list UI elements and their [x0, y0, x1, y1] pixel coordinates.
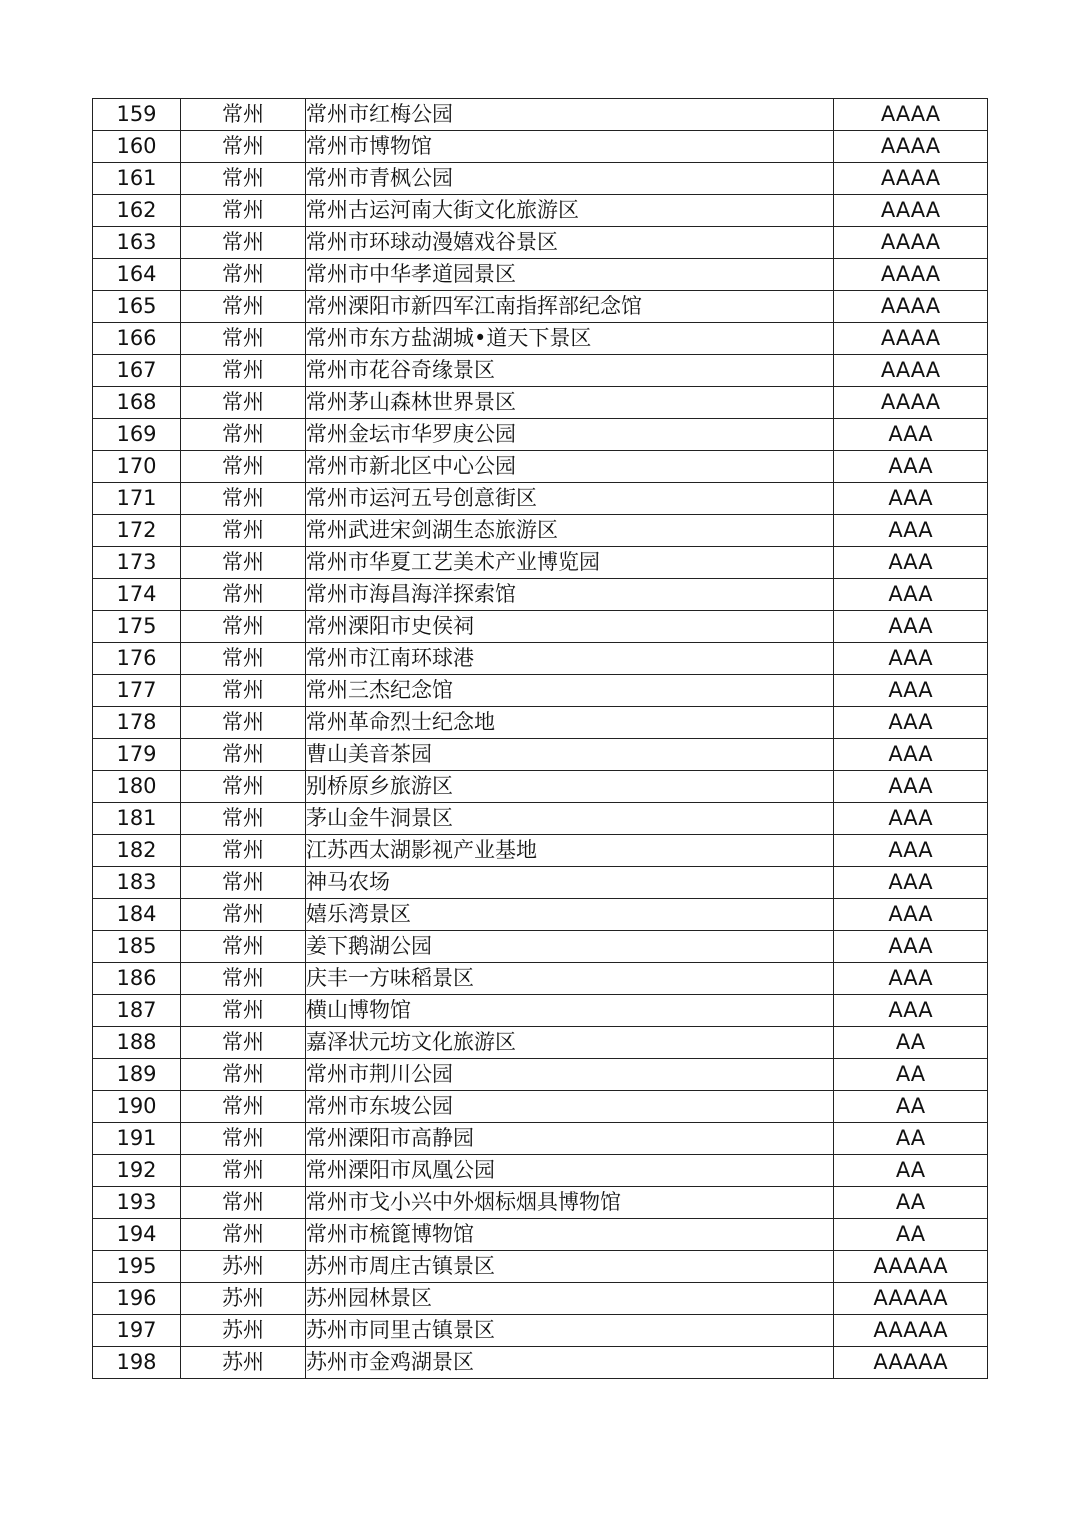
- table-row: [93, 1155, 988, 1187]
- grade-cell: AAA: [834, 899, 988, 931]
- table-row: [93, 1219, 988, 1251]
- row-number-cell: 198: [93, 1347, 181, 1379]
- grade-cell: AAA: [834, 963, 988, 995]
- city-cell: 常州: [181, 963, 306, 995]
- grade-cell: AAA: [834, 803, 988, 835]
- scenic-name-cell: 江苏西太湖影视产业基地: [306, 835, 834, 867]
- scenic-name-cell: 苏州市同里古镇景区: [306, 1315, 834, 1347]
- city-cell: 常州: [181, 323, 306, 355]
- city-cell: 常州: [181, 387, 306, 419]
- city-cell: 常州: [181, 483, 306, 515]
- row-number-cell: 161: [93, 163, 181, 195]
- table-row: [93, 163, 988, 195]
- scenic-name-cell: 姜下鹅湖公园: [306, 931, 834, 963]
- city-cell: 常州: [181, 259, 306, 291]
- scenic-name-cell: 常州市中华孝道园景区: [306, 259, 834, 291]
- row-number-cell: 167: [93, 355, 181, 387]
- city-cell: 常州: [181, 1059, 306, 1091]
- city-cell: 常州: [181, 163, 306, 195]
- scenic-name-cell: 常州市荆川公园: [306, 1059, 834, 1091]
- table-row: [93, 739, 988, 771]
- city-cell: 常州: [181, 803, 306, 835]
- grade-cell: AAA: [834, 547, 988, 579]
- scenic-name-cell: 常州溧阳市高静园: [306, 1123, 834, 1155]
- grade-cell: AAAA: [834, 323, 988, 355]
- row-number-cell: 168: [93, 387, 181, 419]
- row-number-cell: 162: [93, 195, 181, 227]
- scenic-name-cell: 常州市江南环球港: [306, 643, 834, 675]
- scenic-name-cell: 常州溧阳市史侯祠: [306, 611, 834, 643]
- grade-cell: AA: [834, 1059, 988, 1091]
- scenic-name-cell: 别桥原乡旅游区: [306, 771, 834, 803]
- grade-cell: AAA: [834, 579, 988, 611]
- table-row: [93, 1027, 988, 1059]
- table-row: [93, 387, 988, 419]
- row-number-cell: 194: [93, 1219, 181, 1251]
- city-cell: 苏州: [181, 1347, 306, 1379]
- row-number-cell: 170: [93, 451, 181, 483]
- table-row: [93, 1315, 988, 1347]
- row-number-cell: 181: [93, 803, 181, 835]
- table-row: [93, 259, 988, 291]
- grade-cell: AA: [834, 1091, 988, 1123]
- scenic-name-cell: 常州市花谷奇缘景区: [306, 355, 834, 387]
- city-cell: 常州: [181, 675, 306, 707]
- city-cell: 常州: [181, 547, 306, 579]
- grade-cell: AAAA: [834, 291, 988, 323]
- grade-cell: AA: [834, 1155, 988, 1187]
- city-cell: 常州: [181, 707, 306, 739]
- grade-cell: AAA: [834, 995, 988, 1027]
- scenic-name-cell: 常州武进宋剑湖生态旅游区: [306, 515, 834, 547]
- grade-cell: AA: [834, 1123, 988, 1155]
- city-cell: 常州: [181, 195, 306, 227]
- table-row: [93, 99, 988, 131]
- table-row: [93, 1283, 988, 1315]
- grade-cell: AAAAA: [834, 1347, 988, 1379]
- city-cell: 常州: [181, 451, 306, 483]
- table-row: [93, 995, 988, 1027]
- grade-cell: AAA: [834, 835, 988, 867]
- city-cell: 常州: [181, 291, 306, 323]
- scenic-name-cell: 嬉乐湾景区: [306, 899, 834, 931]
- scenic-name-cell: 常州市东方盐湖城•道天下景区: [306, 323, 834, 355]
- city-cell: 常州: [181, 1091, 306, 1123]
- grade-cell: AAA: [834, 611, 988, 643]
- table-row: [93, 899, 988, 931]
- city-cell: 常州: [181, 899, 306, 931]
- row-number-cell: 169: [93, 419, 181, 451]
- grade-cell: AAA: [834, 931, 988, 963]
- grade-cell: AAA: [834, 771, 988, 803]
- scenic-name-cell: 常州革命烈士纪念地: [306, 707, 834, 739]
- scenic-name-cell: 苏州园林景区: [306, 1283, 834, 1315]
- scenic-name-cell: 常州市海昌海洋探索馆: [306, 579, 834, 611]
- row-number-cell: 179: [93, 739, 181, 771]
- scenic-name-cell: 常州市新北区中心公园: [306, 451, 834, 483]
- grade-cell: AAAAA: [834, 1251, 988, 1283]
- scenic-name-cell: 常州市东坡公园: [306, 1091, 834, 1123]
- grade-cell: AAA: [834, 739, 988, 771]
- row-number-cell: 196: [93, 1283, 181, 1315]
- table-row: [93, 1251, 988, 1283]
- city-cell: 常州: [181, 867, 306, 899]
- row-number-cell: 163: [93, 227, 181, 259]
- city-cell: 常州: [181, 771, 306, 803]
- table-row: [93, 323, 988, 355]
- table-row: [93, 547, 988, 579]
- row-number-cell: 188: [93, 1027, 181, 1059]
- scenic-name-cell: 常州金坛市华罗庚公园: [306, 419, 834, 451]
- scenic-name-cell: 常州溧阳市凤凰公园: [306, 1155, 834, 1187]
- row-number-cell: 173: [93, 547, 181, 579]
- grade-cell: AAA: [834, 515, 988, 547]
- scenic-name-cell: 嘉泽状元坊文化旅游区: [306, 1027, 834, 1059]
- city-cell: 常州: [181, 355, 306, 387]
- city-cell: 常州: [181, 1187, 306, 1219]
- table-row: [93, 1091, 988, 1123]
- table-row: [93, 1187, 988, 1219]
- grade-cell: AAA: [834, 867, 988, 899]
- row-number-cell: 180: [93, 771, 181, 803]
- table-row: [93, 803, 988, 835]
- row-number-cell: 164: [93, 259, 181, 291]
- table-row: [93, 675, 988, 707]
- grade-cell: AAAA: [834, 259, 988, 291]
- city-cell: 常州: [181, 739, 306, 771]
- row-number-cell: 172: [93, 515, 181, 547]
- city-cell: 常州: [181, 579, 306, 611]
- grade-cell: AAAAA: [834, 1315, 988, 1347]
- row-number-cell: 174: [93, 579, 181, 611]
- grade-cell: AA: [834, 1219, 988, 1251]
- table-row: [93, 963, 988, 995]
- city-cell: 常州: [181, 227, 306, 259]
- grade-cell: AAA: [834, 675, 988, 707]
- row-number-cell: 166: [93, 323, 181, 355]
- row-number-cell: 187: [93, 995, 181, 1027]
- row-number-cell: 160: [93, 131, 181, 163]
- table-row: [93, 515, 988, 547]
- table-row: [93, 227, 988, 259]
- table-row: [93, 1123, 988, 1155]
- grade-cell: AAA: [834, 707, 988, 739]
- row-number-cell: 177: [93, 675, 181, 707]
- city-cell: 常州: [181, 99, 306, 131]
- row-number-cell: 191: [93, 1123, 181, 1155]
- table-row: [93, 483, 988, 515]
- scenic-name-cell: 茅山金牛洞景区: [306, 803, 834, 835]
- scenic-name-cell: 常州市戈小兴中外烟标烟具博物馆: [306, 1187, 834, 1219]
- row-number-cell: 189: [93, 1059, 181, 1091]
- scenic-name-cell: 庆丰一方味稻景区: [306, 963, 834, 995]
- table-row: [93, 611, 988, 643]
- grade-cell: AAAA: [834, 227, 988, 259]
- city-cell: 苏州: [181, 1315, 306, 1347]
- row-number-cell: 185: [93, 931, 181, 963]
- city-cell: 常州: [181, 643, 306, 675]
- row-number-cell: 182: [93, 835, 181, 867]
- scenic-name-cell: 常州市红梅公园: [306, 99, 834, 131]
- row-number-cell: 195: [93, 1251, 181, 1283]
- row-number-cell: 178: [93, 707, 181, 739]
- grade-cell: AA: [834, 1187, 988, 1219]
- scenic-name-cell: 常州市运河五号创意街区: [306, 483, 834, 515]
- row-number-cell: 159: [93, 99, 181, 131]
- city-cell: 常州: [181, 1219, 306, 1251]
- city-cell: 苏州: [181, 1283, 306, 1315]
- table-row: [93, 643, 988, 675]
- scenic-name-cell: 苏州市金鸡湖景区: [306, 1347, 834, 1379]
- grade-cell: AA: [834, 1027, 988, 1059]
- row-number-cell: 197: [93, 1315, 181, 1347]
- scenic-name-cell: 横山博物馆: [306, 995, 834, 1027]
- table-row: [93, 867, 988, 899]
- city-cell: 常州: [181, 995, 306, 1027]
- city-cell: 常州: [181, 515, 306, 547]
- city-cell: 常州: [181, 1027, 306, 1059]
- table-row: [93, 355, 988, 387]
- grade-cell: AAAA: [834, 99, 988, 131]
- table-row: [93, 771, 988, 803]
- city-cell: 常州: [181, 931, 306, 963]
- city-cell: 常州: [181, 131, 306, 163]
- city-cell: 常州: [181, 1123, 306, 1155]
- scenic-area-table: [92, 98, 988, 1379]
- table-row: [93, 131, 988, 163]
- grade-cell: AAAA: [834, 387, 988, 419]
- city-cell: 常州: [181, 419, 306, 451]
- table-row: [93, 1059, 988, 1091]
- table-row: [93, 1347, 988, 1379]
- table-row: [93, 451, 988, 483]
- city-cell: 常州: [181, 835, 306, 867]
- row-number-cell: 192: [93, 1155, 181, 1187]
- row-number-cell: 186: [93, 963, 181, 995]
- city-cell: 常州: [181, 1155, 306, 1187]
- table-row: [93, 579, 988, 611]
- table-row: [93, 707, 988, 739]
- scenic-name-cell: 常州三杰纪念馆: [306, 675, 834, 707]
- scenic-name-cell: 曹山美音茶园: [306, 739, 834, 771]
- grade-cell: AAAAA: [834, 1283, 988, 1315]
- grade-cell: AAA: [834, 451, 988, 483]
- row-number-cell: 190: [93, 1091, 181, 1123]
- table-body: [93, 99, 988, 1379]
- grade-cell: AAAA: [834, 163, 988, 195]
- scenic-name-cell: 常州茅山森林世界景区: [306, 387, 834, 419]
- grade-cell: AAAA: [834, 131, 988, 163]
- row-number-cell: 165: [93, 291, 181, 323]
- row-number-cell: 183: [93, 867, 181, 899]
- scenic-name-cell: 常州市环球动漫嬉戏谷景区: [306, 227, 834, 259]
- table-row: [93, 195, 988, 227]
- scenic-name-cell: 常州市博物馆: [306, 131, 834, 163]
- scenic-name-cell: 神马农场: [306, 867, 834, 899]
- table-row: [93, 291, 988, 323]
- grade-cell: AAAA: [834, 195, 988, 227]
- scenic-name-cell: 常州溧阳市新四军江南指挥部纪念馆: [306, 291, 834, 323]
- table-row: [93, 419, 988, 451]
- city-cell: 苏州: [181, 1251, 306, 1283]
- row-number-cell: 193: [93, 1187, 181, 1219]
- grade-cell: AAA: [834, 483, 988, 515]
- scenic-name-cell: 苏州市周庄古镇景区: [306, 1251, 834, 1283]
- row-number-cell: 175: [93, 611, 181, 643]
- scenic-name-cell: 常州古运河南大街文化旅游区: [306, 195, 834, 227]
- scenic-name-cell: 常州市梳篦博物馆: [306, 1219, 834, 1251]
- row-number-cell: 171: [93, 483, 181, 515]
- row-number-cell: 176: [93, 643, 181, 675]
- table-row: [93, 931, 988, 963]
- table-row: [93, 835, 988, 867]
- scenic-name-cell: 常州市青枫公园: [306, 163, 834, 195]
- grade-cell: AAA: [834, 419, 988, 451]
- row-number-cell: 184: [93, 899, 181, 931]
- grade-cell: AAA: [834, 643, 988, 675]
- grade-cell: AAAA: [834, 355, 988, 387]
- city-cell: 常州: [181, 611, 306, 643]
- scenic-name-cell: 常州市华夏工艺美术产业博览园: [306, 547, 834, 579]
